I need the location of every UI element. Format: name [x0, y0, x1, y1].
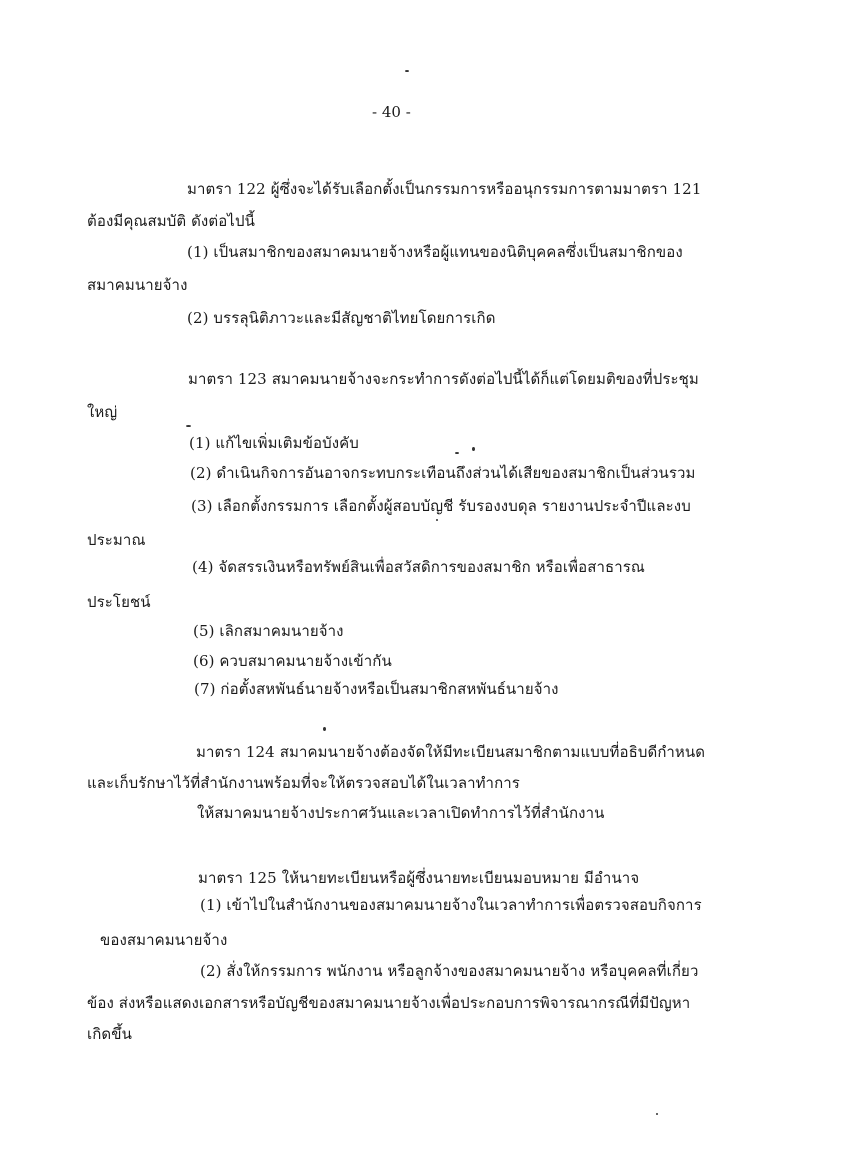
- section-124-paragraph-2: ให้สมาคมนายจ้างประกาศวันและเวลาเปิดทำการไว้ที่สำนักงาน: [197, 804, 605, 822]
- section-123-item-2: (2) ดำเนินกิจการอันอาจกระทบกระเทือนถึงส่วนได้เสียของสมาชิกเป็นส่วนรวม: [190, 464, 696, 482]
- section-123-item-1: (1) แก้ไขเพิ่มเติมข้อบังคับ: [189, 434, 359, 452]
- scan-speck: [656, 1113, 658, 1115]
- section-123-heading: มาตรา 123 สมาคมนายจ้างจะกระทำการดังต่อไปนี้ได้ก็แต่โดยมติของที่ประชุม: [188, 370, 699, 388]
- section-123-item-3: (3) เลือกตั้งกรรมการ เลือกตั้งผู้สอบบัญชี รับรองงบดุล รายงานประจำปีและงบ: [191, 497, 691, 515]
- scan-speck: [186, 425, 191, 427]
- page-number: - 40 -: [372, 103, 411, 121]
- section-123-item-5: (5) เลิกสมาคมนายจ้าง: [193, 622, 344, 640]
- scan-speck: [405, 70, 409, 72]
- section-122-item-1: (1) เป็นสมาชิกของสมาคมนายจ้างหรือผู้แทนของนิติบุคคลซึ่งเป็นสมาชิกของ: [187, 243, 683, 261]
- section-124-heading: มาตรา 124 สมาคมนายจ้างต้องจัดให้มีทะเบียนสมาชิกตามแบบที่อธิบดีกำหนด: [196, 743, 706, 761]
- scan-speck: [455, 452, 459, 454]
- section-122-continuation: ต้องมีคุณสมบัติ ดังต่อไปนี้: [87, 212, 255, 230]
- section-125-item-2: (2) สั่งให้กรรมการ พนักงาน หรือลูกจ้างของสมาคมนายจ้าง หรือบุคคลที่เกี่ยว: [200, 962, 699, 980]
- section-123-item-4: (4) จัดสรรเงินหรือทรัพย์สินเพื่อสวัสดิการของสมาชิก หรือเพื่อสาธารณ: [192, 558, 645, 576]
- section-125-item-2-continuation-2: เกิดขึ้น: [87, 1025, 132, 1043]
- section-125-heading: มาตรา 125 ให้นายทะเบียนหรือผู้ซึ่งนายทะเบียนมอบหมาย มีอำนาจ: [198, 869, 640, 887]
- section-122-item-1-continuation: สมาคมนายจ้าง: [87, 276, 188, 294]
- section-123-item-6: (6) ควบสมาคมนายจ้างเข้ากัน: [193, 652, 392, 670]
- scan-speck: [472, 447, 475, 451]
- section-125-item-2-continuation: ข้อง ส่งหรือแสดงเอกสารหรือบัญชีของสมาคมนายจ้างเพื่อประกอบการพิจารณากรณีที่มีปัญหา: [87, 994, 691, 1012]
- section-122-heading: มาตรา 122 ผู้ซึ่งจะได้รับเลือกตั้งเป็นกรรมการหรืออนุกรรมการตามมาตรา 121: [187, 180, 702, 198]
- section-124-continuation: และเก็บรักษาไว้ที่สำนักงานพร้อมที่จะให้ตรวจสอบได้ในเวลาทำการ: [87, 774, 520, 792]
- section-123-continuation: ใหญ่: [87, 403, 118, 421]
- section-123-item-4-continuation: ประโยชน์: [87, 593, 151, 611]
- section-123-item-7: (7) ก่อตั้งสหพันธ์นายจ้างหรือเป็นสมาชิกสหพันธ์นายจ้าง: [194, 680, 559, 698]
- section-123-item-3-continuation: ประมาณ: [87, 531, 146, 549]
- section-125-item-1-continuation: ของสมาคมนายจ้าง: [100, 931, 228, 949]
- section-122-item-2: (2) บรรลุนิติภาวะและมีสัญชาติไทยโดยการเกิด: [187, 309, 496, 327]
- section-125-item-1: (1) เข้าไปในสำนักงานของสมาคมนายจ้างในเวลาทำการเพื่อตรวจสอบกิจการ: [200, 896, 702, 914]
- scan-speck: [436, 519, 438, 521]
- scan-speck: [323, 727, 326, 731]
